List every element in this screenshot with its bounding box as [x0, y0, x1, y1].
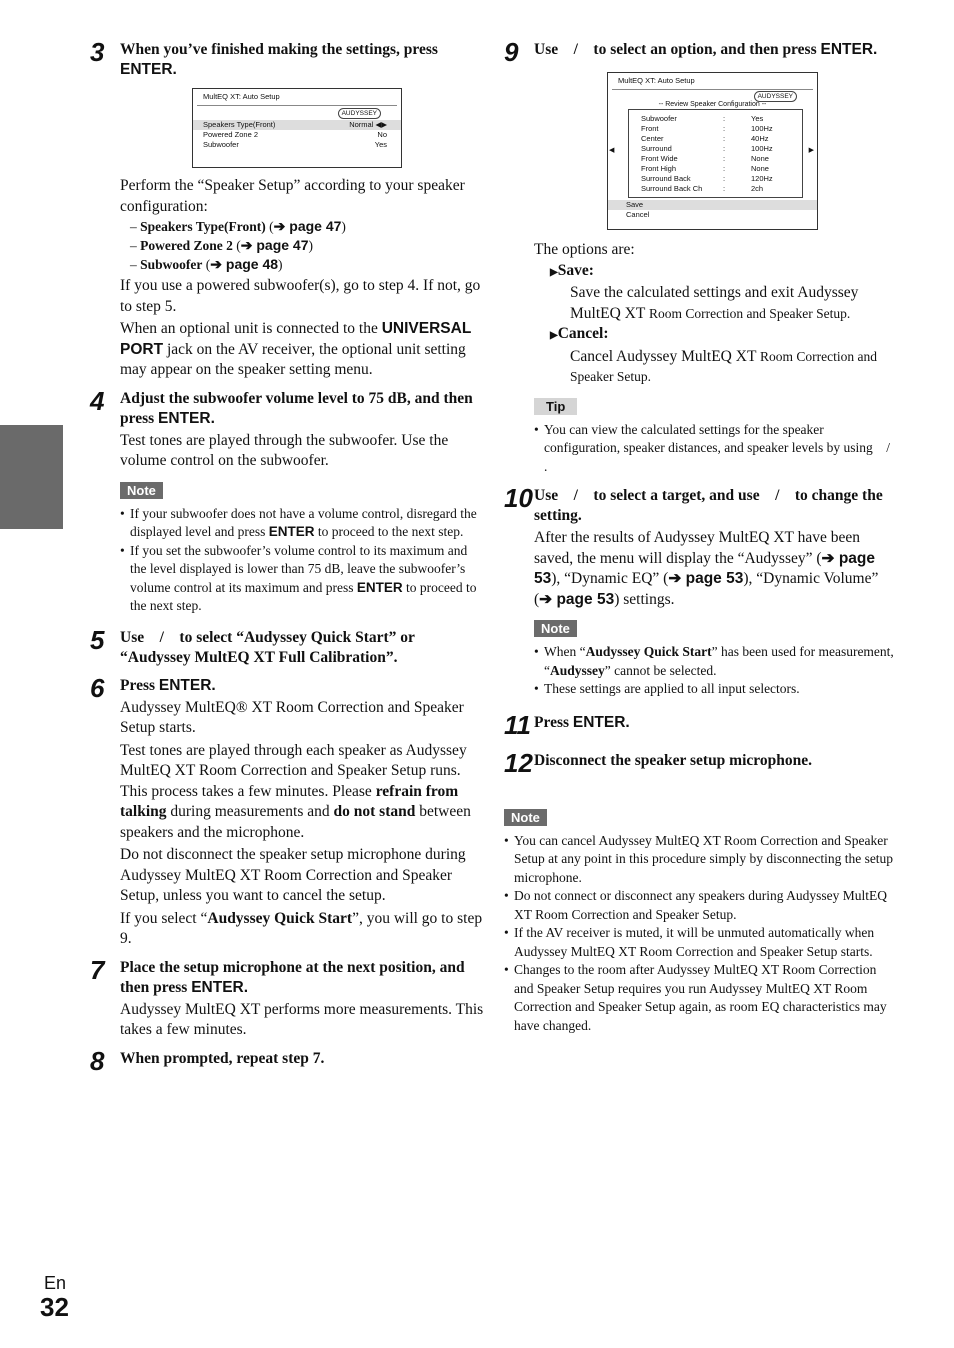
- page-link[interactable]: ➔ page 53: [534, 549, 876, 587]
- step-number: 8: [90, 1045, 105, 1076]
- step-number: 7: [90, 954, 105, 985]
- step-12: [504, 747, 899, 778]
- step-title: When prompted, repeat step 7.: [120, 1049, 325, 1067]
- step-number: 11: [504, 709, 531, 740]
- osd-review-screen: [607, 72, 818, 230]
- step-number: 6: [90, 672, 105, 703]
- osd-save-option[interactable]: Save: [608, 200, 817, 210]
- list-item: • These settings are applied to all input selectors.: [534, 680, 899, 699]
- paragraph: Do not disconnect the speaker setup microphone during Audyssey MultEQ XT Room Correction and Speaker Setup, unless you want to cancel the setup.: [120, 846, 466, 904]
- paragraph: If you use a powered subwoofer(s), go to step 4. If not, go to step 5.: [120, 277, 481, 315]
- option-cancel-heading: ▶Cancel:: [550, 325, 609, 342]
- paragraph: Audyssey MultEQ XT performs more measurements. This takes a few minutes.: [120, 1000, 484, 1038]
- tip-label: Tip: [534, 398, 577, 415]
- osd-row: Subwoofer Yes: [203, 140, 387, 149]
- options-description: [534, 240, 899, 388]
- step-8: [90, 1045, 485, 1076]
- list-item: • Do not connect or disconnect any speakers during Audyssey MultEQ XT Room Correction and Speaker Setup.: [504, 887, 899, 924]
- speaker-config-box: [609, 109, 814, 198]
- osd-row: Surround Back Ch : 2ch: [641, 184, 764, 193]
- step-5: [90, 624, 485, 668]
- osd-row: Center : 40Hz: [641, 134, 769, 143]
- option-save-heading: ▶Save:: [550, 261, 594, 279]
- step-6: [90, 672, 485, 950]
- audyssey-logo: AUDYSSEY: [338, 108, 381, 119]
- paragraph: After the results of Audyssey MultEQ XT have been saved, the menu will display the “Audyssey” (➔ page 53), “Dynamic EQ” (➔ page 53), “Dynamic Volume” (➔ page 53) settings.: [534, 529, 879, 608]
- list-item: • You can cancel Audyssey MultEQ XT Room Correction and Speaker Setup at any point in this procedure simply by disconnecting the setup microphone.: [504, 832, 899, 888]
- speaker-setup-list: [130, 217, 485, 274]
- paragraph: If you select “Audyssey Quick Start”, you will go to step 9.: [120, 909, 483, 947]
- page-link[interactable]: ➔ page 47: [240, 237, 309, 253]
- option-save-body: Save the calculated settings and exit Audyssey MultEQ XT Room Correction and Speaker Setup.: [570, 284, 859, 322]
- step-10: [504, 483, 899, 699]
- arrow-right-icon: ▶: [808, 147, 814, 154]
- page-link[interactable]: ➔ page 53: [539, 590, 615, 608]
- paragraph: Test tones are played through each speaker as Audyssey MultEQ XT Room Correction and Speaker Setup runs. This process takes a few minutes. Please refrain from talking during measurements and do not stand between speakers and the microphone.: [120, 741, 471, 841]
- step-title: Place the setup microphone at the next position, and then press ENTER.: [120, 958, 465, 996]
- arrow-left-icon: ◀: [609, 147, 615, 154]
- osd-row: Front : 100Hz: [641, 124, 773, 133]
- audyssey-logo: AUDYSSEY: [754, 91, 797, 102]
- page-link[interactable]: ➔ page 48: [210, 256, 279, 272]
- left-column: [90, 37, 485, 1077]
- page-link[interactable]: ➔ page 53: [668, 570, 744, 587]
- list-item: – Powered Zone 2 (➔ page 47): [130, 237, 314, 253]
- note-list: [504, 832, 899, 1036]
- step-3: [90, 37, 485, 381]
- osd-row: Powered Zone 2 No: [203, 130, 387, 139]
- step-title: Press ENTER.: [120, 676, 216, 694]
- note-list: [120, 505, 485, 616]
- note-label: Note: [120, 482, 163, 499]
- note-label: Note: [534, 620, 577, 637]
- section-tab: [0, 425, 63, 529]
- list-item: • If your subwoofer does not have a volume control, disregard the displayed level and press ENTER to proceed to the next step.: [120, 505, 485, 542]
- list-item: • You can view the calculated settings for the speaker configuration, speaker distances, and speaker levels by using / .: [534, 421, 899, 477]
- paragraph: Test tones are played through the subwoofer. Use the volume control on the subwoofer.: [120, 431, 449, 469]
- review-heading: -- Review Speaker Configuration --: [658, 101, 767, 108]
- option-cancel-body: Cancel Audyssey MultEQ XT Room Correction and Speaker Setup.: [570, 347, 877, 384]
- step-number: 10: [504, 483, 533, 513]
- osd-row: Speakers Type(Front) Normal ◀▶: [193, 120, 401, 130]
- osd-row: Subwoofer : Yes: [641, 114, 764, 123]
- osd-row: Surround Back : 120Hz: [641, 174, 773, 183]
- step-title: When you’ve finished making the settings, press ENTER.: [120, 41, 438, 78]
- list-item: – Speakers Type(Front) (➔ page 47): [130, 218, 346, 234]
- note-list: [534, 643, 899, 699]
- step-title: Adjust the subwoofer volume level to 75 dB, and then press ENTER.: [120, 389, 473, 427]
- step-7: [90, 954, 485, 1041]
- step-number: 12: [504, 747, 533, 778]
- step-title: Use / to select an option, and then press ENTER.: [534, 41, 878, 58]
- language-label: En: [44, 1273, 67, 1293]
- list-item: • If you set the subwoofer’s volume control to its maximum and the level displayed is lower than 75 dB, leave the subwoofer’s volume control at its maximum and press ENTER to proceed to the next step.: [120, 542, 485, 616]
- paragraph: Audyssey MultEQ® XT Room Correction and Speaker Setup starts.: [120, 698, 464, 736]
- note-label: Note: [504, 809, 547, 826]
- osd-title: MultEQ XT: Auto Setup: [612, 73, 813, 90]
- step-title: Disconnect the speaker setup microphone.: [534, 751, 812, 769]
- osd-cancel-option[interactable]: Cancel: [626, 210, 650, 219]
- list-item: – Subwoofer (➔ page 48): [130, 256, 283, 272]
- osd-title: MultEQ XT: Auto Setup: [197, 89, 397, 106]
- page-link[interactable]: ➔ page 47: [273, 218, 342, 234]
- step-9: [504, 37, 904, 476]
- list-item: • When “Audyssey Quick Start” has been used for measurement, “Audyssey” cannot be selected.: [534, 643, 899, 680]
- step-title: Use / to select “Audyssey Quick Start” or “Audyssey MultEQ XT Full Calibration”.: [120, 628, 419, 666]
- paragraph: Perform the “Speaker Setup” according to your speaker configuration:: [120, 177, 465, 215]
- list-item: • If the AV receiver is muted, it will be unmuted automatically when Audyssey MultEQ XT Room Correction and Speaker Setup starts.: [504, 924, 899, 961]
- page-number: 32: [40, 1292, 69, 1322]
- osd-row: Front High : None: [641, 164, 769, 173]
- step-number: 4: [90, 385, 105, 416]
- paragraph: When an optional unit is connected to the UNIVERSAL PORT jack on the AV receiver, the optional unit setting may appear on the speaker setting menu.: [120, 320, 472, 378]
- step-4: [90, 385, 485, 616]
- step-number: 9: [504, 37, 519, 67]
- list-item: • Changes to the room after Audyssey MultEQ XT Room Correction and Speaker Setup requires you run Audyssey MultEQ XT Room Correction and Speaker Setup again, as room EQ characteristics may have changed.: [504, 961, 899, 1035]
- tip-list: [534, 421, 904, 477]
- step-11: [504, 709, 899, 740]
- osd-row: Surround : 100Hz: [641, 144, 773, 153]
- osd-row: Front Wide : None: [641, 154, 769, 163]
- options-intro: The options are:: [534, 241, 635, 258]
- osd-auto-setup-screen: [192, 88, 402, 168]
- step-number: 3: [90, 37, 105, 67]
- step-number: 5: [90, 624, 105, 655]
- step-title: Press ENTER.: [534, 713, 630, 731]
- step-title: Use / to select a target, and use / to change the setting.: [534, 487, 887, 524]
- final-note: [504, 799, 899, 1036]
- right-column: [504, 37, 904, 1035]
